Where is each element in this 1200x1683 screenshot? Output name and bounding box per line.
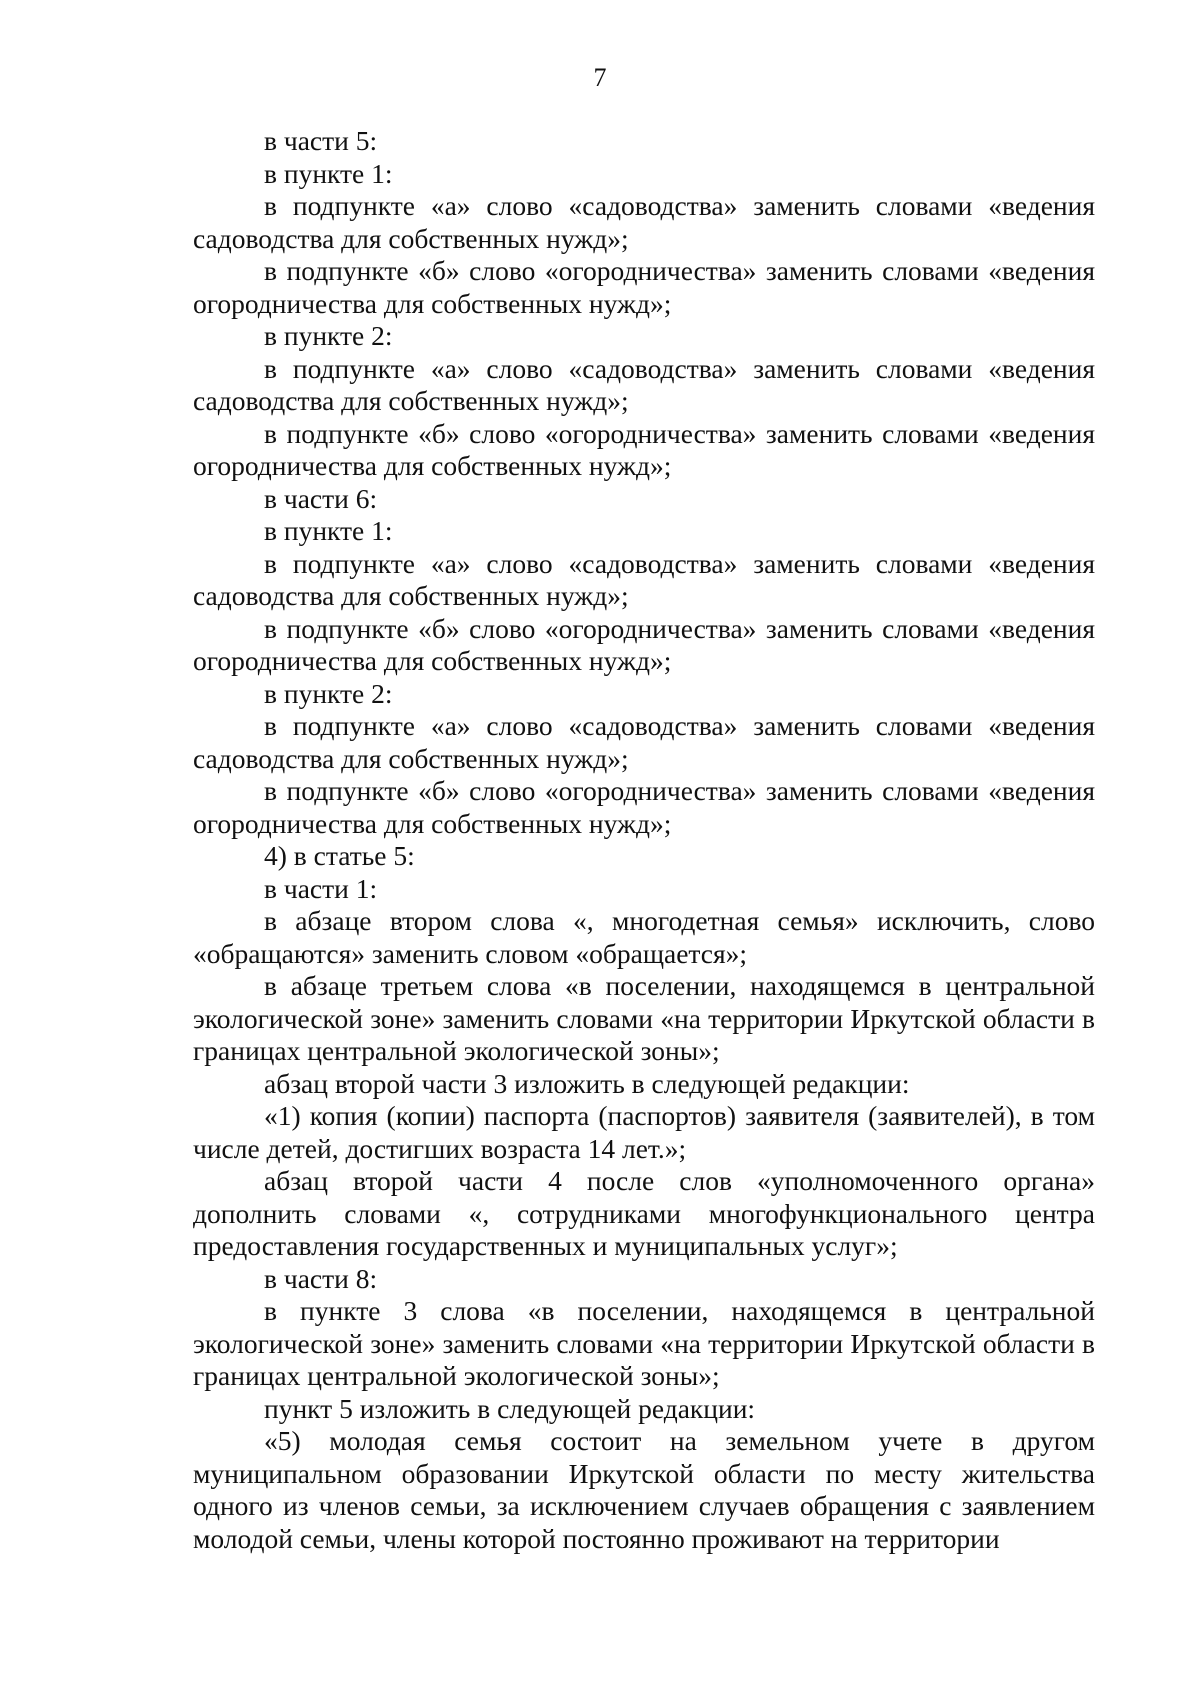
paragraph: в абзаце втором слова «, многодетная семья» исключить, слово «обращаются» заменить словом «обращается»;: [193, 905, 1095, 969]
paragraph: в пункте 1:: [264, 515, 393, 546]
paragraph: в подпункте «а» слово «садоводства» заменить словами «ведения садоводства для собственных нужд»;: [193, 710, 1095, 774]
paragraph: в подпункте «б» слово «огородничества» заменить словами «ведения огородничества для собственных нужд»;: [193, 255, 1095, 319]
paragraph: в подпункте «б» слово «огородничества» заменить словами «ведения огородничества для собственных нужд»;: [193, 612, 1095, 676]
paragraph: абзац второй части 3 изложить в следующей редакции:: [264, 1067, 910, 1099]
paragraph: в пункте 2:: [264, 320, 393, 351]
paragraph: в подпункте «а» слово «садоводства» заменить словами «ведения садоводства для собственных нужд»;: [193, 190, 1095, 254]
paragraph: в пункте 2:: [264, 677, 393, 709]
paragraph: в пункте 3 слова «в поселении, находящемся в центральной экологической зоне» заменить словами «на территории Иркутской области в границах центральной экологической зоны»;: [193, 1295, 1095, 1391]
paragraph: «1) копия (копии) паспорта (паспортов) заявителя (заявителей), в том числе детей, достигших возраста 14 лет.»;: [193, 1100, 1095, 1164]
paragraph: в абзаце третьем слова «в поселении, находящемся в центральной экологической зоне» заменить словами «на территории Иркутской области в границах центральной экологической зоны»;: [193, 970, 1095, 1066]
paragraph: в части 6:: [264, 482, 378, 514]
paragraph: в части 5:: [264, 125, 378, 156]
page-number: 7: [593, 63, 607, 92]
document-body: [193, 125, 1095, 1555]
paragraph: в подпункте «б» слово «огородничества» заменить словами «ведения огородничества для собственных нужд»;: [193, 775, 1095, 839]
paragraph: в подпункте «а» слово «садоводства» заменить словами «ведения садоводства для собственных нужд»;: [193, 352, 1095, 416]
paragraph: абзац второй части 4 после слов «уполномоченного органа» дополнить словами «, сотрудниками многофункционального центра предоставления государственных и муниципальных услуг»;: [193, 1165, 1095, 1261]
paragraph: «5) молодая семья состоит на земельном учете в другом муниципальном образовании Иркутской области по месту жительства одного из членов семьи, за исключением случаев обращения с заявлением молодой семьи, члены которой постоянно проживают на территории: [193, 1425, 1095, 1554]
paragraph: пункт 5 изложить в следующей редакции:: [264, 1392, 756, 1424]
paragraph: в подпункте «а» слово «садоводства» заменить словами «ведения садоводства для собственных нужд»;: [193, 547, 1095, 611]
paragraph: в пункте 1:: [264, 157, 393, 189]
paragraph: в части 1:: [264, 872, 378, 904]
paragraph: 4) в статье 5:: [264, 840, 415, 871]
paragraph: в подпункте «б» слово «огородничества» заменить словами «ведения огородничества для собственных нужд»;: [193, 417, 1095, 481]
paragraph: в части 8:: [264, 1262, 378, 1294]
